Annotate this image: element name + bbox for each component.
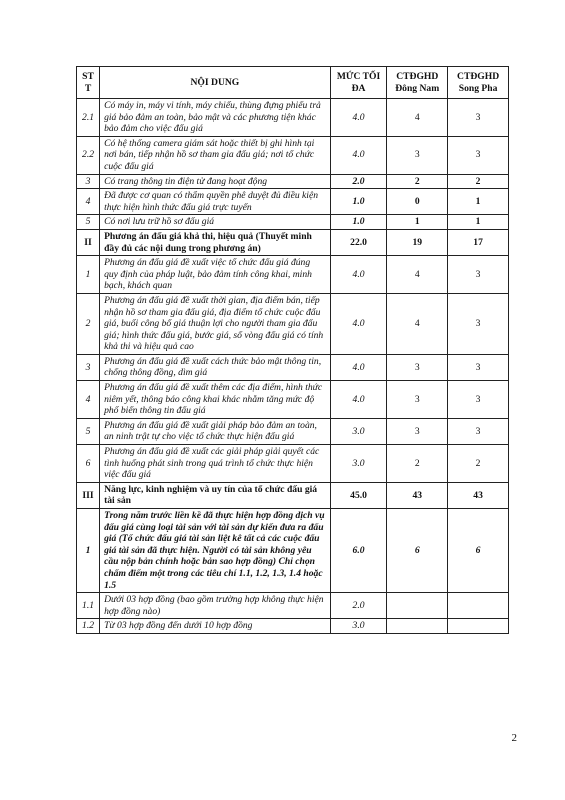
row-stt: 2.2 <box>77 136 100 174</box>
row-content: Phương án đấu giá đề xuất các giải pháp giải quyết các tình huống phát sinh trong quá trình tổ chức thực hiện việc đấu giá <box>100 445 331 483</box>
table-row <box>77 593 509 619</box>
row-score-dong-nam: 3 <box>387 136 448 174</box>
row-stt: 3 <box>77 354 100 380</box>
row-stt: 2.1 <box>77 99 100 137</box>
table-row <box>77 136 509 174</box>
row-content: Phương án đấu giá đề xuất giải pháp bảo đảm an toàn, an ninh trật tự cho việc tổ chức thực hiện đấu giá <box>100 418 331 444</box>
row-score-song-pha: 2 <box>448 174 509 189</box>
row-content: Phương án đấu giá đề xuất thời gian, địa điểm bán, tiếp nhận hồ sơ tham gia đấu giá, địa điểm tổ chức cuộc đấu giá, buổi công bố giá thuận lợi cho người tham gia đấu giá; hình thức đấu giá, bước giá, số vòng đấu giá có tính khả thi và hiệu quả cao <box>100 293 331 354</box>
row-score-dong-nam: 3 <box>387 381 448 419</box>
header-col-dong-nam: CTĐGHD Đông Nam <box>387 67 448 99</box>
row-max-score: 2.0 <box>330 593 387 619</box>
header-max-score: MỨC TỐI ĐA <box>330 67 387 99</box>
row-score-song-pha: 1 <box>448 215 509 230</box>
row-content: Phương án đấu giá đề xuất việc tổ chức đấu giá đúng quy định của pháp luật, bảo đảm tính công khai, minh bạch, khách quan <box>100 256 331 294</box>
row-max-score: 4.0 <box>330 136 387 174</box>
row-score-song-pha <box>448 593 509 619</box>
row-max-score: 22.0 <box>330 229 387 255</box>
row-score-dong-nam: 4 <box>387 293 448 354</box>
row-max-score: 4.0 <box>330 354 387 380</box>
table-row <box>77 354 509 380</box>
row-score-dong-nam <box>387 593 448 619</box>
row-stt: 1 <box>77 509 100 593</box>
row-score-dong-nam: 0 <box>387 189 448 215</box>
row-max-score: 3.0 <box>330 619 387 634</box>
row-stt: 4 <box>77 189 100 215</box>
row-content: Có nơi lưu trữ hồ sơ đấu giá <box>100 215 331 230</box>
row-score-dong-nam: 3 <box>387 354 448 380</box>
row-score-dong-nam <box>387 619 448 634</box>
row-stt: II <box>77 229 100 255</box>
row-score-song-pha <box>448 619 509 634</box>
row-content: Trong năm trước liền kề đã thực hiện hợp đồng dịch vụ đấu giá cùng loại tài sản với tài sản dự kiến đưa ra đấu giá (Tổ chức đấu giá tài sản liệt kê tất cả các cuộc đấu giá tài sản đã thực hiện. Người có tài sản không yêu cầu nộp bản chính hoặc bản sao hợp đồng) Chỉ chọn chấm điểm một trong các tiêu chí 1.1, 1.2, 1.3, 1.4 hoặc 1.5 <box>100 509 331 593</box>
header-stt: ST T <box>77 67 100 99</box>
row-score-dong-nam: 4 <box>387 256 448 294</box>
row-max-score: 45.0 <box>330 482 387 508</box>
row-stt: 3 <box>77 174 100 189</box>
row-score-song-pha: 3 <box>448 256 509 294</box>
row-max-score: 1.0 <box>330 215 387 230</box>
scoring-table <box>76 66 509 634</box>
row-score-song-pha: 17 <box>448 229 509 255</box>
row-score-song-pha: 2 <box>448 445 509 483</box>
page-number: 2 <box>511 732 517 744</box>
row-max-score: 4.0 <box>330 293 387 354</box>
row-stt: 4 <box>77 381 100 419</box>
row-max-score: 1.0 <box>330 189 387 215</box>
row-score-dong-nam: 6 <box>387 509 448 593</box>
table-row <box>77 215 509 230</box>
table-row <box>77 293 509 354</box>
header-content: NỘI DUNG <box>100 67 331 99</box>
table-row <box>77 418 509 444</box>
row-stt: 5 <box>77 215 100 230</box>
row-content: Phương án đấu giá khả thi, hiệu quả (Thuyết minh đầy đủ các nội dung trong phương án) <box>100 229 331 255</box>
row-content: Năng lực, kinh nghiệm và uy tín của tổ chức đấu giá tài sản <box>100 482 331 508</box>
table-body <box>77 99 509 634</box>
row-score-song-pha: 3 <box>448 136 509 174</box>
row-score-dong-nam: 43 <box>387 482 448 508</box>
table-row <box>77 174 509 189</box>
row-score-song-pha: 43 <box>448 482 509 508</box>
row-content: Có hệ thống camera giám sát hoặc thiết bị ghi hình tại nơi bán, tiếp nhận hồ sơ tham gia đấu giá; nơi tổ chức cuộc đấu giá <box>100 136 331 174</box>
row-stt: 1.1 <box>77 593 100 619</box>
row-score-dong-nam: 4 <box>387 99 448 137</box>
row-score-dong-nam: 1 <box>387 215 448 230</box>
table-header-row <box>77 67 509 99</box>
row-score-song-pha: 3 <box>448 381 509 419</box>
row-score-dong-nam: 3 <box>387 418 448 444</box>
row-score-dong-nam: 2 <box>387 174 448 189</box>
row-stt: 1.2 <box>77 619 100 634</box>
row-score-song-pha: 3 <box>448 99 509 137</box>
row-max-score: 4.0 <box>330 256 387 294</box>
row-content: Đã được cơ quan có thẩm quyền phê duyệt đủ điều kiện thực hiện hình thức đấu giá trực tuyến <box>100 189 331 215</box>
row-stt: 6 <box>77 445 100 483</box>
row-stt: 2 <box>77 293 100 354</box>
row-score-song-pha: 3 <box>448 354 509 380</box>
row-content: Phương án đấu giá đề xuất thêm các địa điểm, hình thức niêm yết, thông báo công khai khác nhằm tăng mức độ phổ biến thông tin đấu giá <box>100 381 331 419</box>
row-max-score: 3.0 <box>330 445 387 483</box>
row-max-score: 2.0 <box>330 174 387 189</box>
table-row <box>77 99 509 137</box>
header-col-song-pha: CTĐGHD Song Pha <box>448 67 509 99</box>
row-content: Có máy in, máy vi tính, máy chiếu, thùng đựng phiếu trả giá bảo đảm an toàn, bảo mật và các phương tiện khác bảo đảm cho việc đấu giá <box>100 99 331 137</box>
row-content: Từ 03 hợp đồng đến dưới 10 hợp đồng <box>100 619 331 634</box>
row-score-dong-nam: 2 <box>387 445 448 483</box>
table-row <box>77 229 509 255</box>
row-stt: 1 <box>77 256 100 294</box>
row-max-score: 4.0 <box>330 381 387 419</box>
row-content: Có trang thông tin điện tử đang hoạt động <box>100 174 331 189</box>
table-row <box>77 509 509 593</box>
row-score-dong-nam: 19 <box>387 229 448 255</box>
table-row <box>77 445 509 483</box>
row-score-song-pha: 3 <box>448 418 509 444</box>
row-score-song-pha: 1 <box>448 189 509 215</box>
row-content: Dưới 03 hợp đồng (bao gồm trường hợp không thực hiện hợp đồng nào) <box>100 593 331 619</box>
row-stt: III <box>77 482 100 508</box>
row-max-score: 4.0 <box>330 99 387 137</box>
table-row <box>77 189 509 215</box>
table-row <box>77 381 509 419</box>
table-row <box>77 482 509 508</box>
row-stt: 5 <box>77 418 100 444</box>
row-score-song-pha: 3 <box>448 293 509 354</box>
table-row <box>77 256 509 294</box>
row-score-song-pha: 6 <box>448 509 509 593</box>
row-content: Phương án đấu giá đề xuất cách thức bảo mật thông tin, chống thông đồng, dìm giá <box>100 354 331 380</box>
row-max-score: 6.0 <box>330 509 387 593</box>
table-row <box>77 619 509 634</box>
row-max-score: 3.0 <box>330 418 387 444</box>
